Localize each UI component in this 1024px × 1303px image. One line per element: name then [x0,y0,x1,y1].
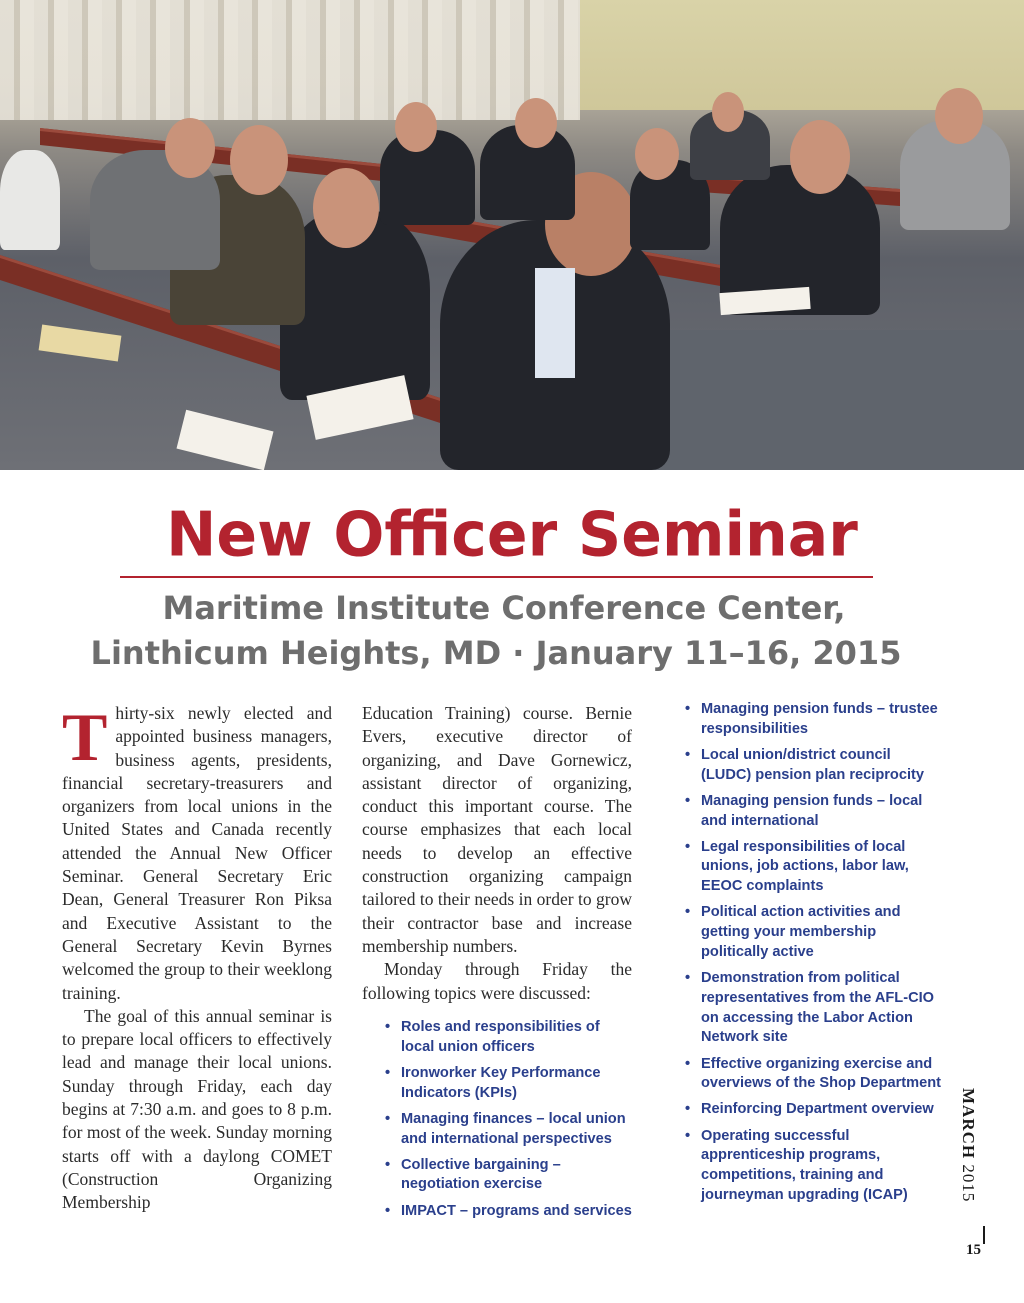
list-item: • Political action activities and getting your membership politically active [685,904,901,960]
attendee-head [935,88,983,144]
list-item: • Managing pension funds – trustee responsibilities [685,701,938,737]
bullet-icon: • [385,1064,391,1081]
bullet-icon: • [685,701,691,717]
topics-list-middle [385,1018,635,1228]
body-column-1 [62,699,332,1215]
bullet-icon: • [685,838,691,855]
list-item: • Managing finances – local union and international perspectives [385,1110,626,1147]
list-item: • Demonstration from political representatives from the AFL-CIO on accessing the Labor Action Network site [685,970,935,1046]
intro-paragraph [62,699,332,1005]
seminar-photo [0,0,1024,470]
bullet-icon: • [685,904,691,921]
bullet-icon: • [385,1019,391,1035]
attendee-head [712,92,744,132]
list-item: • Collective bargaining – negotiation exercise [385,1156,561,1193]
window-curtains [0,0,580,120]
list-item: • Roles and responsibilities of local union officers [385,1019,600,1055]
attendee-head [790,120,850,194]
topics-list-right [685,700,945,1212]
body-paragraph: The goal of this annual seminar is to prepare local officers to effectively lead and manage their local unions. Sunday through Friday, each day begins at 7:30 a.m. and goes to 8 p.m. for most of the week. Sunday morning starts off with a daylong COMET (Construction Organizing Membership [62,1005,332,1213]
bullet-icon: • [685,1101,691,1118]
paragraph-text: hirty-six newly elected and appointed business managers, business agents, presidents, financial secretary-treasurers and organizers from local unions in the United States and Canada recently attended the Annual New Officer Seminar. General Secretary Eric Dean, General Treasurer Ron Piksa and Executive Assistant to the General Secretary Kevin Byrnes welcomed the group to their weeklong training. [62,703,332,1003]
folio-month: MARCH [959,1088,978,1160]
list-item: • IMPACT – programs and services [385,1202,635,1222]
title-divider [120,576,873,578]
bullet-icon: • [385,1156,391,1173]
list-item: • Legal responsibilities of local unions, job actions, labor law, EEOC complaints [685,838,909,895]
attendee-head [635,128,679,180]
attendee-head [165,118,215,178]
attendee-head [313,168,379,248]
bullet-icon: • [685,746,691,763]
list-item: • Local union/district council (LUDC) pension plan reciprocity [685,746,924,783]
folio-divider [983,1226,985,1244]
bullet-icon: • [685,970,691,987]
body-paragraph: Education Training) course. Bernie Evers, executive director of organizing, and Dave Gornewicz, assistant director of organizing, conduct this important course. The course emphasizes that each local needs to develop an effective construction organizing campaign tailored to their needs in order to grow their contractor base and increase membership numbers. [362,703,632,956]
attendee-head [395,102,437,152]
attendee-head [230,125,288,195]
article-subtitle-venue: Maritime Institute Conference Center, [162,589,846,627]
list-item: • Ironworker Key Performance Indicators (KPIs) [385,1064,601,1101]
list-item: • Reinforcing Department overview [685,1100,945,1120]
bullet-icon: • [385,1110,391,1127]
list-item: • Effective organizing exercise and overviews of the Shop Department [685,1055,942,1092]
attendee [0,150,60,250]
attendee-shirt [535,268,575,378]
page-number: 15 [966,1242,981,1258]
attendee-head [515,98,557,148]
paper [39,325,122,362]
list-item: • Managing pension funds – local and international [685,792,923,829]
page-folio [958,1088,994,1228]
bullet-icon: • [685,792,691,809]
bullet-icon: • [685,1127,691,1144]
article-title: New Officer Seminar [166,499,858,571]
article-subtitle-location-date: Linthicum Heights, MD · January 11–16, 2015 [90,634,902,672]
body-paragraph: Monday through Friday the following topics were discussed: [362,959,632,1003]
bullet-icon: • [385,1202,391,1219]
list-item: • Operating successful apprenticeship programs, competitions, training and journeyman upgrading (ICAP) [685,1127,908,1203]
paper [176,410,273,470]
bullet-icon: • [685,1055,691,1072]
folio-year: 2015 [959,1164,978,1203]
body-column-2 [362,702,632,1005]
folio-date [958,1088,978,1202]
drop-cap: T [62,699,108,775]
